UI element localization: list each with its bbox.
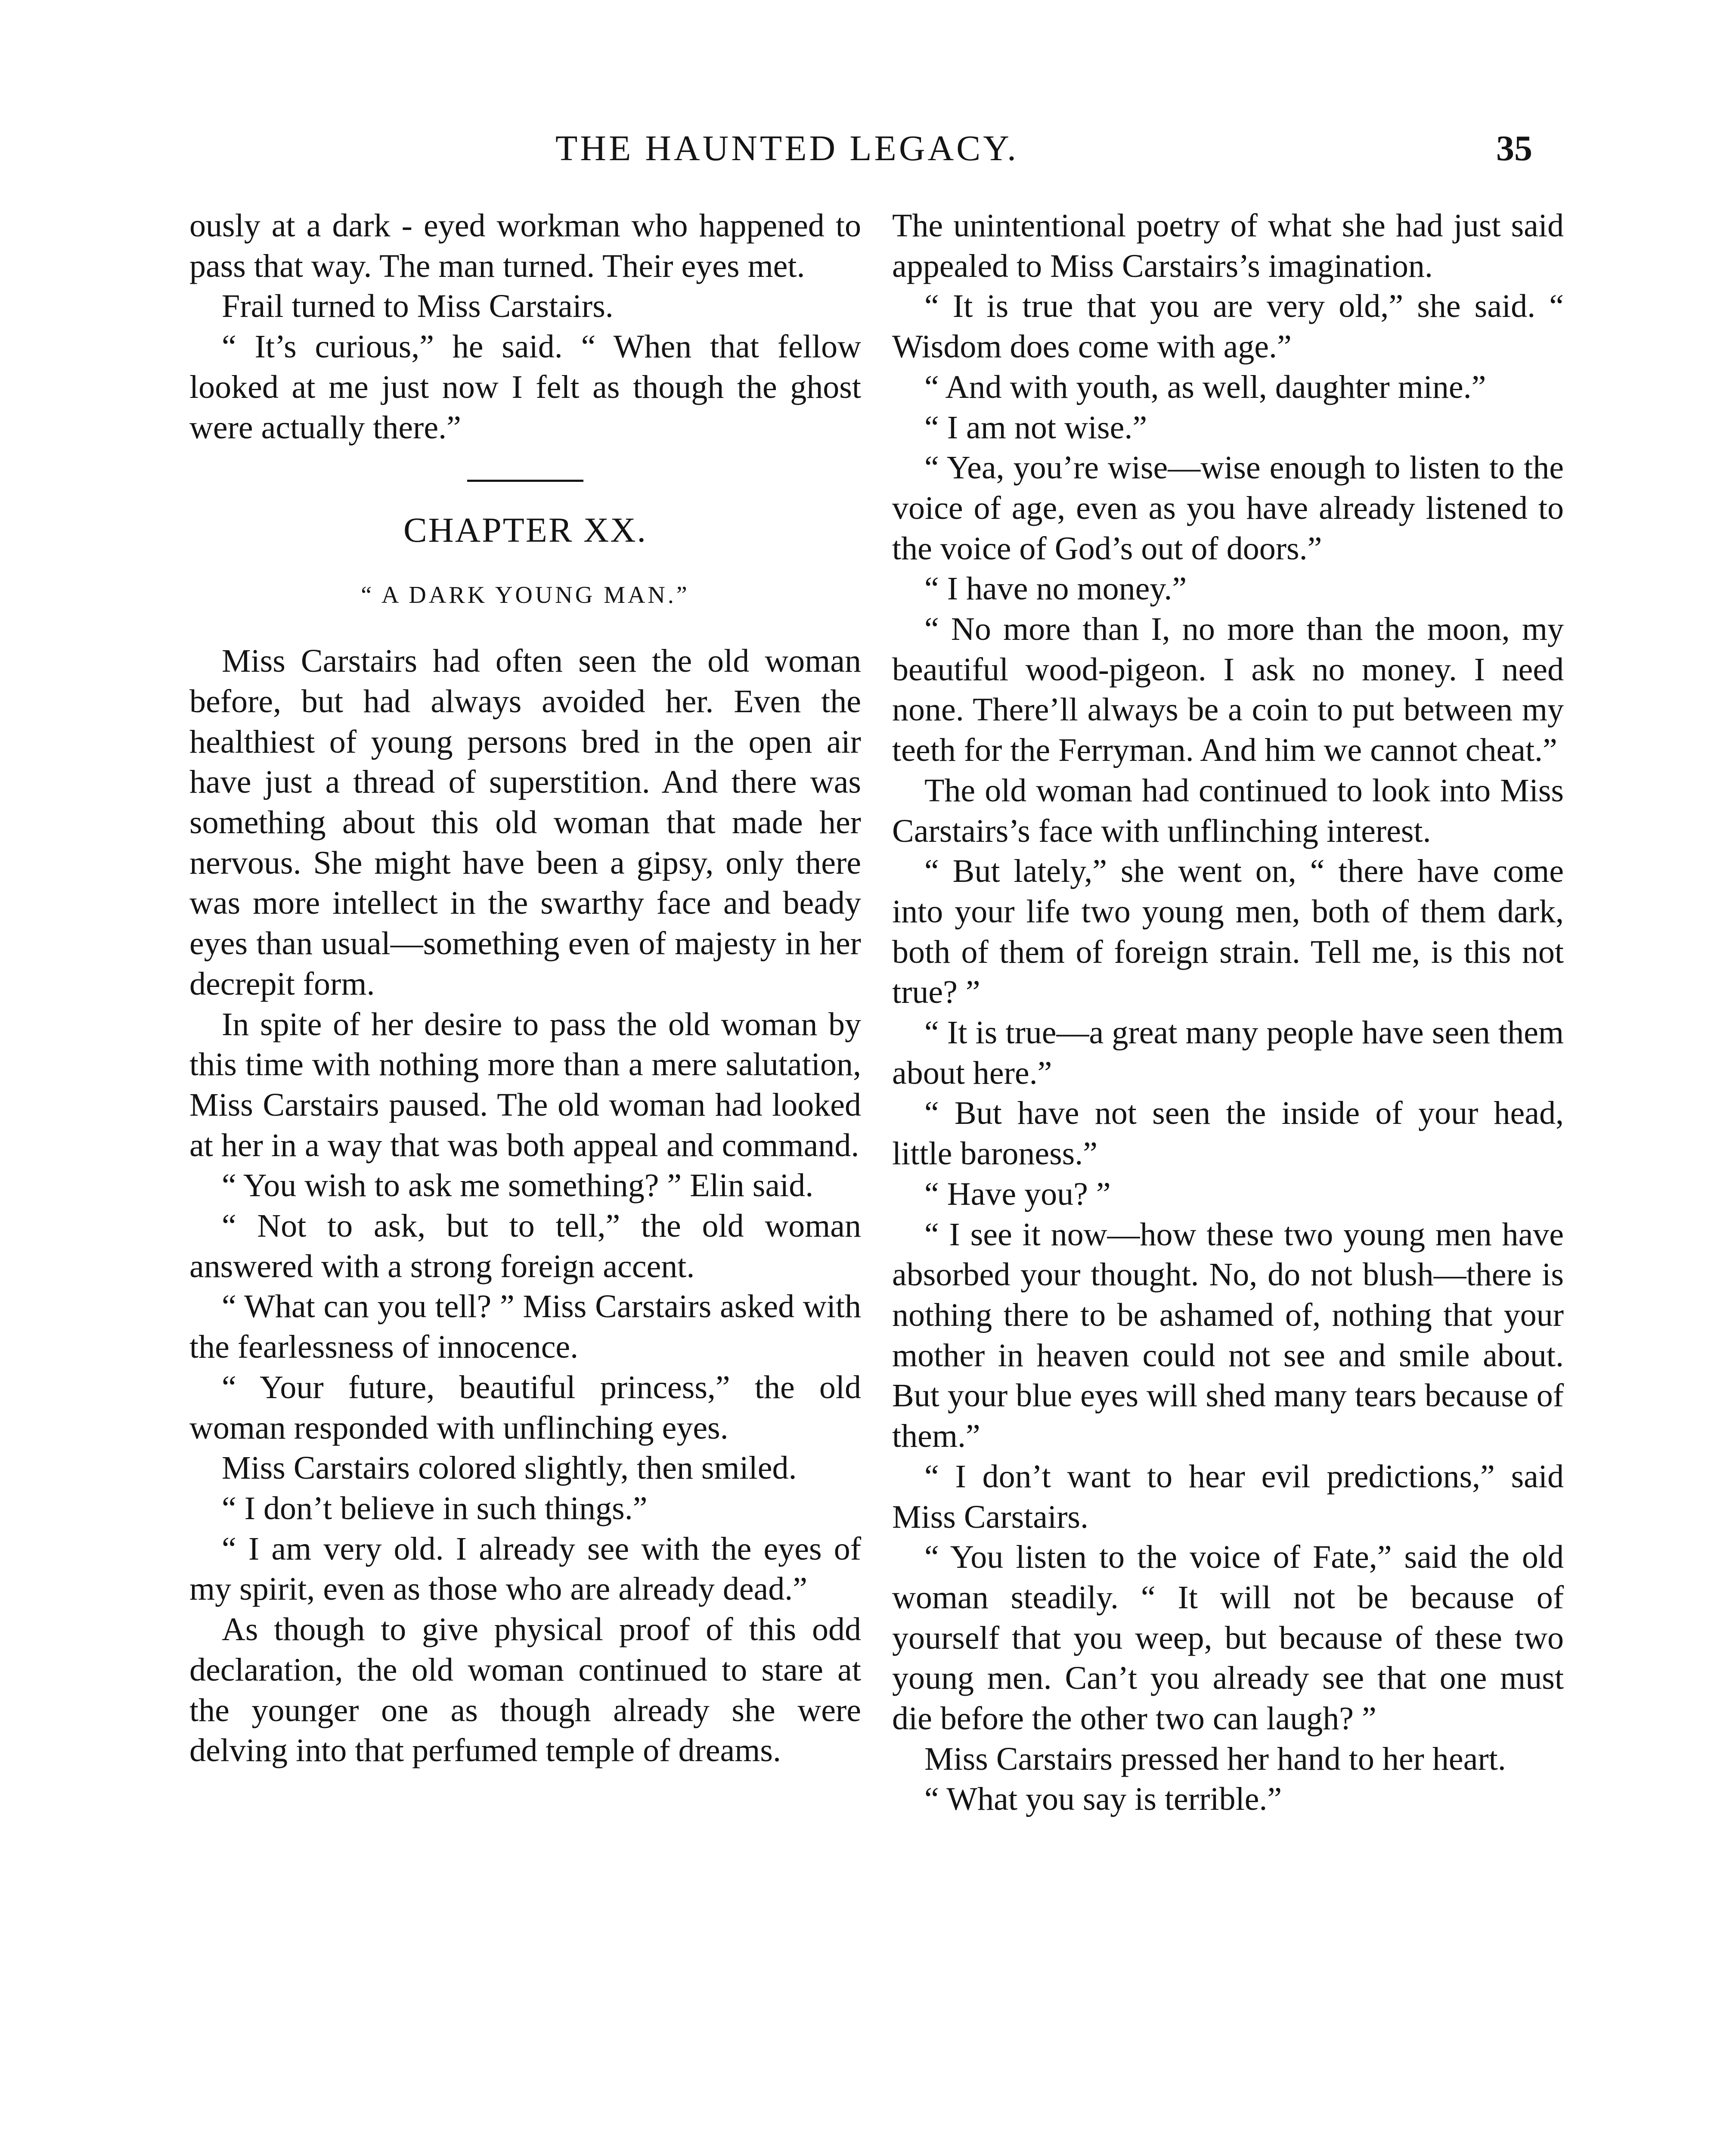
paragraph: “ It is true—a great many people have seen them about here.” <box>892 1014 1564 1091</box>
page-number: 35 <box>1496 128 1532 168</box>
paragraph: Miss Carstairs pressed her hand to her heart. <box>924 1740 1506 1777</box>
paragraph: Miss Carstairs had often seen the old woman before, but had always avoided her. Even the healthiest of young persons bred in the open air have just a thread of superstition. And there was something about this old woman that made her nervous. She might have been a gipsy, only there was more intellect in the swarthy face and beady eyes than usual—something even of majesty in her decrepit form. <box>189 643 861 1002</box>
paragraph: “ Have you? ” <box>924 1176 1111 1212</box>
paragraph: “ I am very old. I already see with the eyes of my spirit, even as those who are already dead.” <box>189 1530 861 1607</box>
paragraph: “ I don’t believe in such things.” <box>222 1490 648 1526</box>
paragraph: The old woman had continued to look into Miss Carstairs’s face with unflinching interest. <box>892 772 1564 849</box>
paragraph: “ I don’t want to hear evil predictions,” said Miss Carstairs. <box>892 1458 1564 1535</box>
paragraph: Frail turned to Miss Carstairs. <box>222 288 614 325</box>
paragraph: In spite of her desire to pass the old woman by this time with nothing more than a mere salutation, Miss Carstairs paused. The old woman had looked at her in a way that was both appeal and command. <box>189 1006 861 1163</box>
paragraph: “ No more than I, no more than the moon, my beautiful wood-pigeon. I ask no money. I need none. There’ll always be a coin to put between my teeth for the Ferryman. And him we cannot cheat.” <box>892 611 1564 769</box>
paragraph: “ It is true that you are very old,” she said. “ Wisdom does come with age.” <box>892 288 1564 365</box>
paragraph: “ But have not seen the inside of your head, little baroness.” <box>892 1095 1564 1172</box>
paragraph: The unintentional poetry of what she had just said appealed to Miss Carstairs’s imagination. <box>892 208 1564 284</box>
paragraph: “ I am not wise.” <box>924 409 1147 446</box>
paragraph: “ But lately,” she went on, “ there have come into your life two young men, both of them dark, both of them of foreign strain. Tell me, is this not true? ” <box>892 853 1564 1011</box>
paragraph: “ What you say is terrible.” <box>924 1781 1282 1818</box>
paragraph: “ Your future, beautiful princess,” the old woman responded with unflinching eyes. <box>189 1369 861 1446</box>
right-column <box>892 206 1564 1820</box>
running-title: THE HAUNTED LEGACY. <box>555 128 1019 168</box>
paragraph: Miss Carstairs colored slightly, then smiled. <box>222 1450 797 1486</box>
paragraph: “ What can you tell? ” Miss Carstairs asked with the fearlessness of innocence. <box>189 1288 861 1365</box>
paragraph: “ You wish to ask me something? ” Elin said. <box>222 1167 814 1204</box>
paragraph: “ And with youth, as well, daughter mine.” <box>924 369 1486 405</box>
running-header <box>0 123 1736 174</box>
paragraph: “ You listen to the voice of Fate,” said the old woman steadily. “ It will not be because of yourself that you weep, but because of these two young men. Can’t you already see that one must die before the other two can laugh? ” <box>892 1539 1564 1737</box>
paragraph: ously at a dark - eyed workman who happened to pass that way. The man turned. Their eyes met. <box>189 208 861 284</box>
paragraph: “ It’s curious,” he said. “ When that fellow looked at me just now I felt as though the ghost were actually there.” <box>189 329 861 446</box>
chapter-title: CHAPTER XX. <box>403 510 648 550</box>
left-column <box>189 206 861 1771</box>
paragraph: “ I see it now—how these two young men have absorbed your thought. No, do not blush—there is nothing there to be ashamed of, nothing that your mother in heaven could not see and smile about. But your blue eyes will shed many tears because of them.” <box>892 1216 1564 1455</box>
paragraph: “ Yea, you’re wise—wise enough to listen to the voice of age, even as you have already listened to the voice of God’s out of doors.” <box>892 450 1564 567</box>
chapter-subtitle: “ A DARK YOUNG MAN.” <box>361 582 690 609</box>
section-divider <box>467 480 583 482</box>
paragraph: “ I have no money.” <box>924 571 1187 607</box>
paragraph: As though to give physical proof of this odd declaration, the old woman continued to stare at the younger one as though already she were delving into that perfumed temple of dreams. <box>189 1611 861 1769</box>
paragraph: “ Not to ask, but to tell,” the old woman answered with a strong foreign accent. <box>189 1208 861 1284</box>
